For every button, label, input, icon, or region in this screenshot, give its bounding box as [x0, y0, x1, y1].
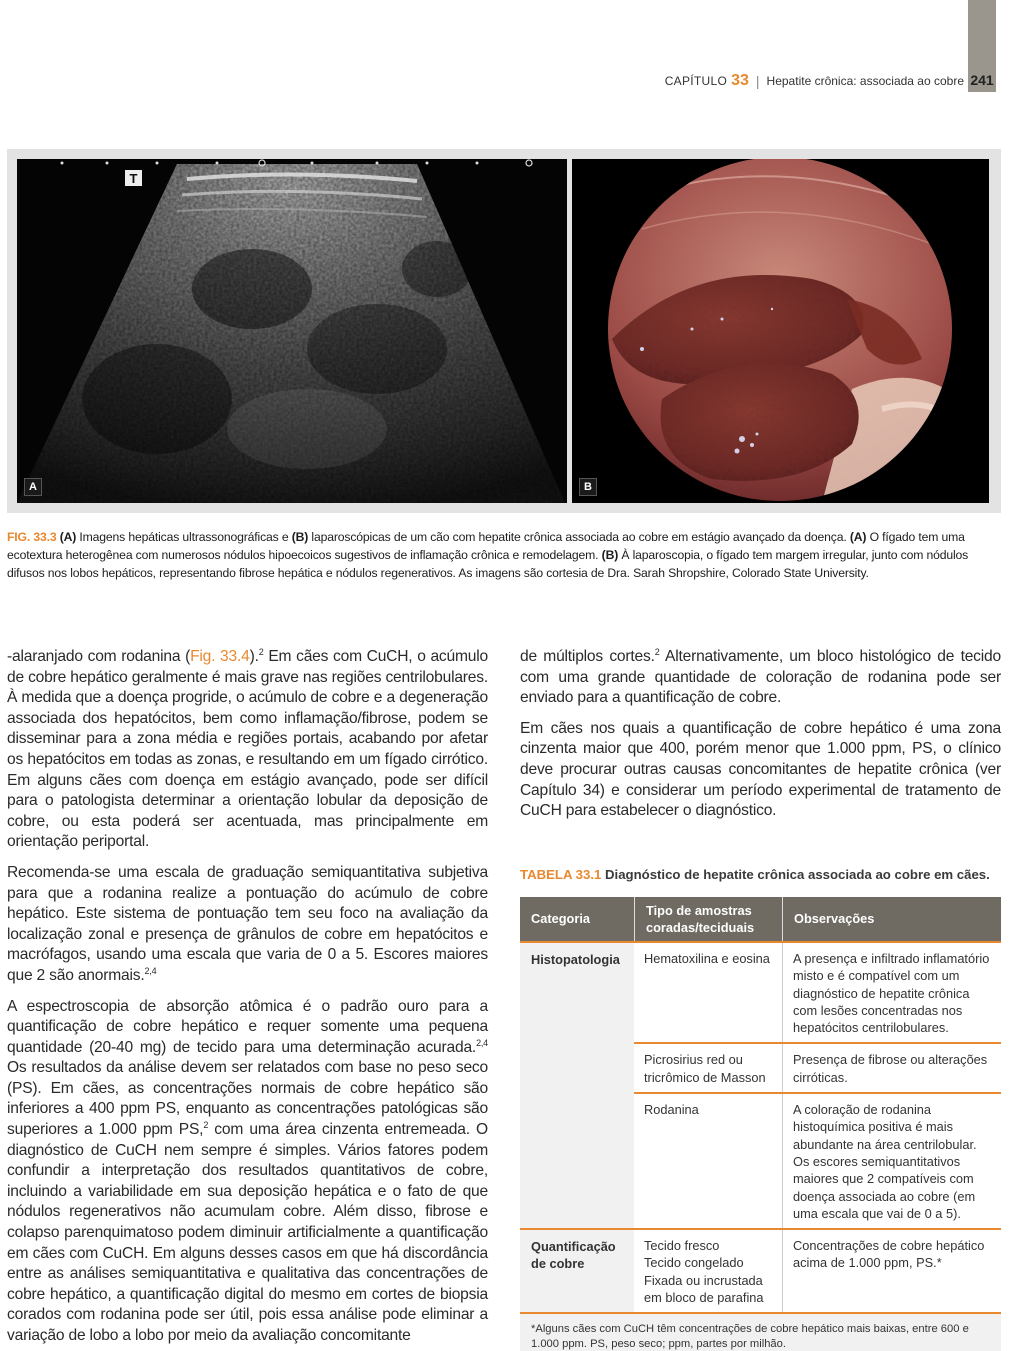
table-caption: Diagnóstico de hepatite crônica associada ao cobre em cães.: [605, 867, 990, 882]
column-header: Tipo de amostras coradas/teciduais: [634, 897, 783, 941]
citation: 2,4: [144, 965, 157, 976]
table-row: [634, 1230, 1001, 1312]
citation: 2: [203, 1119, 209, 1130]
note-cell: A coloração de rodanina histoquímica positiva é mais abundante na área centrilobular. Os escores semiquantitativos maiores que 2 compatíveis com doença associada ao cobre (em uma escala que vai de 0 a 5).: [793, 1102, 977, 1221]
caption-text: À laparoscopia, o fígado tem margem irregular, junto com nódulos difusos nos lobos hepáticos, representando fibrose hepática e nódulos regenerativos. As imagens são cortesia de Dra. Sarah Shropshire, Colorado State University.: [7, 548, 969, 580]
ultrasound-image: [17, 159, 567, 503]
note-cell: Concentrações de cobre hepático acima de 1.000 ppm, PS.*: [793, 1238, 985, 1271]
caption-a-marker: (A): [849, 530, 867, 544]
caption-a-marker: (A): [59, 530, 77, 544]
table-header-row: [520, 897, 1001, 943]
running-header: [665, 70, 964, 92]
paragraph: -alaranjado com rodanina (Fig. 33.4).$^2$ Em cães com CuCH, o acúmulo de cobre hepático geralmente é mais grave nas regiões centrilobulares. À medida que a doença progride, o acúmulo de cobre e a degeneração associada dos hepatócitos, bem como inflamação/fibrose, podem se disseminar para a zona média e regiões portais, acabando por afetar os hepatócitos em todas as zonas, e resultando em um fígado cirrótico. Em alguns cães com doença em estágio avançado, pode ser difícil para o patologista determinar a orientação lobular da deposição de cobre, ou esta poderá ser acentuada, mas principalmente em orientação periportal.: [7, 646, 488, 851]
caption-b-marker: (B): [291, 530, 309, 544]
panel-b-label: B: [579, 478, 597, 496]
figure-label: FIG. 33.3: [7, 530, 57, 544]
table-row: [634, 1094, 1001, 1228]
laparoscopy-drawing: [572, 159, 989, 503]
chapter-word: CAPÍTULO: [664, 74, 728, 88]
header-separator: |: [755, 73, 760, 89]
paragraph: Em cães nos quais a quantificação de cobre hepático é uma zona cinzenta maior que 400, porém menor que 1.000 ppm, PS, o clínico deve procurar outras causas concomitantes de hepatite crônica (ver Capítulo 34) e considerar um período experimental de tratamento de CuCH para estabelecer o diagnóstico.: [520, 719, 1001, 820]
figure-reference-link[interactable]: Fig. 33.4: [190, 648, 250, 665]
table-group-quantificacao: [520, 1230, 1001, 1314]
table-33-1: [520, 897, 1001, 1351]
citation: 2,4: [476, 1037, 488, 1048]
page-number: 241: [970, 72, 994, 88]
chapter-title: Hepatite crônica: associada ao cobre: [766, 74, 964, 88]
caption-b-marker: (B): [601, 548, 619, 562]
table-label: TABELA 33.1: [520, 867, 602, 882]
figure-33-3: [7, 149, 1001, 513]
table-title: [520, 867, 1001, 882]
table-footnote: *Alguns cães com CuCH têm concentrações de cobre hepático mais baixas, entre 600 e 1.000 ppm. PS, peso seco; ppm, partes por milhão.: [531, 1323, 969, 1351]
figure-caption: [7, 528, 1003, 582]
table-row: [634, 1044, 1001, 1094]
right-column: [520, 647, 1001, 832]
ultrasound-drawing: [17, 159, 567, 503]
sample-cell: Rodanina: [634, 1094, 783, 1228]
column-header: Observações: [794, 911, 875, 927]
caption-text: O fígado tem uma ecotextura heterogênea com numerosos nódulos hipoecoicos sugestivos de inflamação crônica e remodelagem.: [7, 530, 965, 562]
paragraph: de múltiplos cortes.$^2$ Alternativamente, um bloco histológico de tecido com uma grande quantidade de coloração de rodanina pode ser enviado para a quantificação de cobre.: [520, 646, 1001, 707]
sample-cell: Hematoxilina e eosina: [634, 943, 783, 1042]
table-row: [634, 943, 1001, 1044]
paragraph: A espectroscopia de absorção atômica é o padrão ouro para a quantificação de cobre hepático e requer somente uma pequena quantidade (20-40 mg) de tecido para uma determinação acurada.$^{2,4}$ Os resultados da análise devem ser relatados com base no peso seco (PS). Em cães, as concentrações normais de cobre hepático são inferiores a 400 ppm PS, enquanto as concentrações patológicas são superiores a 1.000 ppm PS,$^2$ com uma área cinzenta entremeada. O diagnóstico de CuCH nem sempre é simples. Vários fatores podem confundir a interpretação dos resultados quantitativos de cobre, incluindo a variabilidade em sua deposição hepática e o fato de que nódulos regenerativos não acumulam cobre. Além disso, fibrose e colapso parenquimatoso podem diminuir artificialmente a quantificação em cães com CuCH. Em alguns desses casos em que há discordância entre as análises semiquantitativa e qualitativa das concentrações de cobre hepático, a quantificação digital do mesmo em cortes de biopsia corados com rodanina pode ser útil, pois essa análise pode eliminar a variação de lobo a lobo por meio da avaliação concomitante: [7, 997, 488, 1344]
citation: 2: [258, 646, 264, 657]
sample-cell: Picrosirius red ou tricrômico de Masson: [634, 1044, 783, 1092]
panel-a-label: A: [24, 478, 42, 496]
caption-text: Imagens hepáticas ultrassonográficas e: [76, 530, 292, 544]
note-cell: Presença de fibrose ou alterações cirróticas.: [793, 1052, 988, 1085]
left-column: [7, 647, 488, 1351]
group-label: Histopatologia: [531, 952, 620, 967]
sample-cell: Tecido fresco Tecido congelado Fixada ou incrustada em bloco de parafina: [634, 1230, 783, 1312]
laparoscopy-image: [572, 159, 989, 503]
note-cell: A presença e infiltrado inflamatório misto e é compatível com um diagnóstico de hepatite crônica com lesões concentradas nos hepatócitos centrilobulares.: [793, 951, 990, 1036]
citation: 2: [654, 646, 660, 657]
caption-text: laparoscópicas de um cão com hepatite crônica associada ao cobre em estágio avançado da doença.: [308, 530, 850, 544]
paragraph: Recomenda-se uma escala de graduação semiquantitativa subjetiva para que a rodanina realize a pontuação do acúmulo de cobre hepático. Este sistema de pontuação tem seu foco na avaliação da localização zonal e presença de grânulos de cobre em hepatócitos e macrófagos, usando uma escala que varia de 0 a 5. Escores maiores que 2 são anormais.$^{2,4}$: [7, 863, 488, 984]
transducer-marker: T: [129, 170, 138, 186]
chapter-number: 33: [731, 72, 749, 89]
table-group-histopatologia: [520, 943, 1001, 1230]
column-header: Categoria: [531, 911, 591, 927]
group-label: Quantificação de cobre: [531, 1239, 616, 1272]
